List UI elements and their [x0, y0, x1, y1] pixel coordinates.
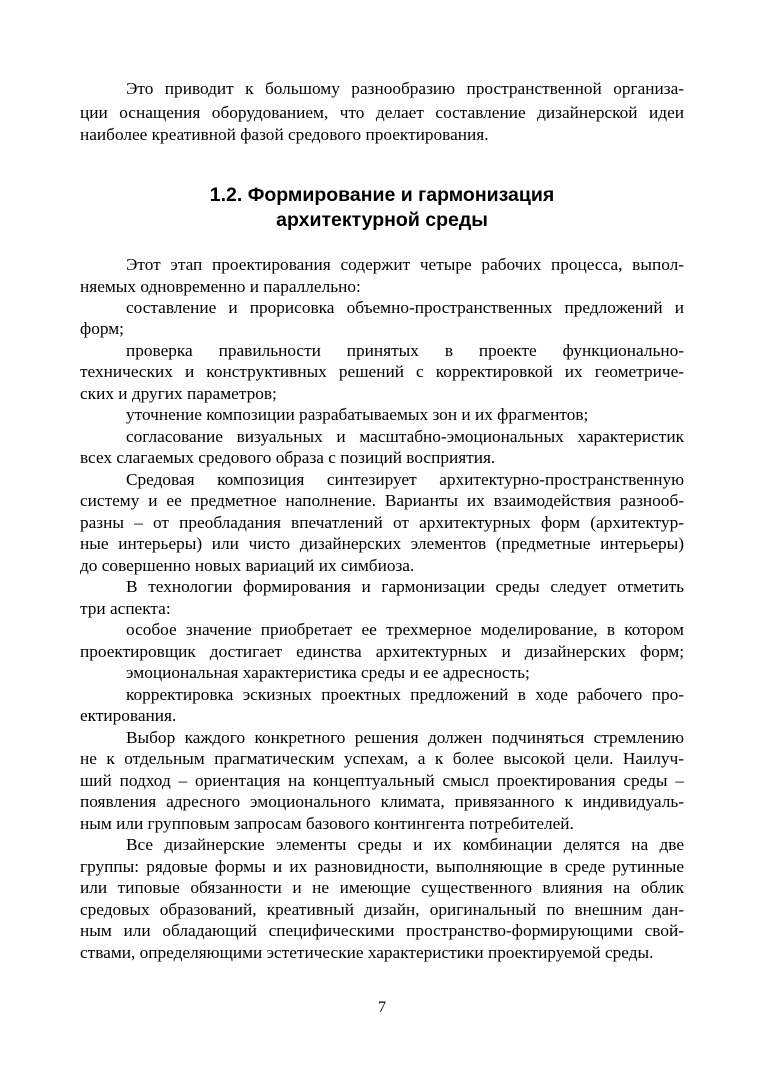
body-line: корректировка эскизных проектных предложений в ходе рабочего про-: [126, 685, 684, 704]
body-line: всех слагаемых средового образа с позиций восприятия.: [80, 448, 496, 467]
body-line: средовых образований, креативный дизайн, оригинальный по внешним дан-: [80, 900, 684, 919]
body-line: эмоциональная характеристика среды и ее адресность;: [126, 663, 530, 682]
intro-line: наиболее креативной фазой средового проектирования.: [80, 125, 489, 144]
body-line: систему и ее предметное наполнение. Варианты их взаимодействия разнооб-: [80, 491, 684, 510]
intro-line: Это приводит к большому разнообразию пространственной организа-: [126, 79, 684, 98]
intro-line: ции оснащения оборудованием, что делает составление дизайнерской идеи: [80, 103, 684, 122]
body-line: ший подход – ориентация на концептуальный смысл проектирования среды –: [80, 771, 684, 790]
body-line: ектирования.: [80, 706, 177, 725]
page-number: 7: [378, 999, 386, 1016]
section-title: 1.2. Формирование и гармонизация: [209, 184, 555, 206]
body-line: не к отдельным прагматическим успехам, а к более высокой цели. Наилуч-: [80, 749, 684, 768]
section-title-continued: архитектурной среды: [276, 209, 488, 231]
body-line: ствами, определяющими эстетические характеристики проектируемой среды.: [80, 943, 654, 962]
body-line: появления адресного эмоционального климата, привязанного к индивидуаль-: [80, 792, 684, 811]
body-line: уточнение композиции разрабатываемых зон и их фрагментов;: [126, 405, 589, 424]
body-line: особое значение приобретает ее трехмерное моделирование, в котором: [126, 620, 684, 639]
body-line: группы: рядовые формы и их разновидности, выполняющие в среде рутинные: [80, 857, 684, 876]
body-line: ным или обладающий специфическими пространство-формирующими свой-: [80, 921, 684, 940]
body-line: Все дизайнерские элементы среды и их комбинации делятся на две: [126, 835, 684, 854]
body-line: до совершенно новых вариаций их симбиоза.: [80, 556, 415, 575]
body-line: технических и конструктивных решений с корректировкой их геометриче-: [80, 362, 684, 381]
body-line: няемых одновременно и параллельно:: [80, 277, 361, 296]
body-line: ные интерьеры) или чисто дизайнерских элементов (предметные интерьеры): [80, 534, 684, 553]
body-line: согласование визуальных и масштабно-эмоциональных характеристик: [126, 427, 684, 446]
body-line: три аспекта:: [80, 599, 171, 618]
body-line: Этот этап проектирования содержит четыре рабочих процесса, выпол-: [126, 255, 684, 274]
body-line: Выбор каждого конкретного решения должен подчиняться стремлению: [126, 728, 684, 747]
body-line: Средовая композиция синтезирует архитектурно-пространственную: [126, 470, 684, 489]
body-line: ным или групповым запросам базового контингента потребителей.: [80, 814, 574, 833]
body-line: В технологии формирования и гармонизации среды следует отметить: [126, 577, 684, 596]
body-line: форм;: [80, 319, 124, 338]
body-line: или типовые обязанности и не имеющие существенного влияния на облик: [80, 878, 684, 897]
body-line: составление и прорисовка объемно-пространственных предложений и: [126, 298, 684, 317]
body-line: разны – от преобладания впечатлений от архитектурных форм (архитектур-: [80, 513, 684, 532]
body-line: проверка правильности принятых в проекте функционально-: [126, 341, 684, 360]
body-line: проектировщик достигает единства архитектурных и дизайнерских форм;: [80, 642, 684, 661]
body-line: ских и других параметров;: [80, 384, 277, 403]
